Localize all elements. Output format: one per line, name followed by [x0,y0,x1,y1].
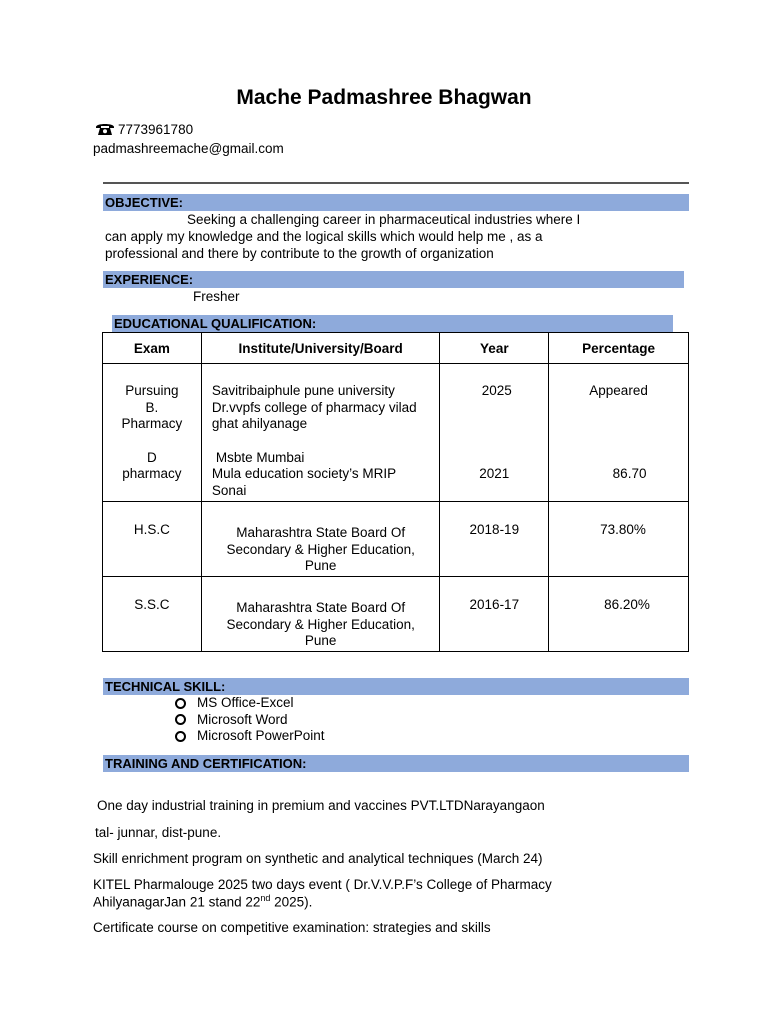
table-row [103,364,689,502]
training-item: tal- junnar, dist-pune. [95,825,222,840]
experience-heading: EXPERIENCE: [103,271,684,288]
year-cell: 2016-17 [440,577,549,652]
experience-value: Fresher [193,289,240,304]
bullet-circle-icon [175,698,186,709]
exam-cell: S.S.C [103,577,202,652]
bullet-circle-icon [175,714,186,725]
institute-cell: Maharashtra State Board Of Secondary & Higher Education, Pune [201,577,440,652]
table-header-row [103,333,689,364]
table-row [103,577,689,652]
column-header: Exam [103,333,202,364]
skills-list [175,695,325,745]
bullet-circle-icon [175,731,186,742]
percentage-cell: 86.20% [549,577,689,652]
skills-heading: TECHNICAL SKILL: [103,678,689,695]
table-row [103,502,689,577]
education-heading: EDUCATIONAL QUALIFICATION: [112,315,673,332]
institute-cell: Savitribaiphule pune university Dr.vvpfs college of pharmacy vilad ghat ahilyanage Msbte Mumbai Mula education society’s MRIP Sonai [201,364,440,502]
training-item: Certificate course on competitive examination: strategies and skills [93,920,491,935]
training-item: One day industrial training in premium and vaccines PVT.LTDNarayangaon [97,798,545,813]
header-divider [103,182,689,184]
candidate-name: Mache Padmashree Bhagwan [236,86,532,109]
exam-cell: H.S.C [103,502,202,577]
list-item: Microsoft Word [175,712,325,729]
objective-line: professional and there by contribute to the growth of organization [105,246,494,261]
year-cell: 2025 2021 [440,364,549,502]
column-header: Percentage [549,333,689,364]
phone-line [95,122,193,137]
percentage-cell: 73.80% [549,502,689,577]
list-item: MS Office-Excel [175,695,325,712]
training-heading: TRAINING AND CERTIFICATION: [103,755,689,772]
year-cell: 2018-19 [440,502,549,577]
education-table [102,332,689,652]
objective-heading: OBJECTIVE: [103,194,689,211]
training-item: KITEL Pharmalouge 2025 two days event ( Dr.V.V.P.F’s College of Pharmacy [93,877,552,892]
training-item: Skill enrichment program on synthetic and analytical techniques (March 24) [93,851,543,866]
email: padmashreemache@gmail.com [93,141,284,156]
objective-line: Seeking a challenging career in pharmaceutical industries where I [187,212,581,227]
percentage-cell: Appeared 86.70 [549,364,689,502]
list-item: Microsoft PowerPoint [175,728,325,745]
objective-line: can apply my knowledge and the logical skills which would help me , as a [105,229,543,244]
training-item: AhilyanagarJan 21 stand 22nd 2025). [93,893,313,910]
column-header: Year [440,333,549,364]
objective-text [105,211,695,262]
institute-cell: Maharashtra State Board Of Secondary & Higher Education, Pune [201,502,440,577]
phone-number: 7773961780 [118,122,194,137]
telephone-icon [95,122,115,136]
exam-cell: Pursuing B. Pharmacy D pharmacy [103,364,202,502]
column-header: Institute/University/Board [201,333,440,364]
